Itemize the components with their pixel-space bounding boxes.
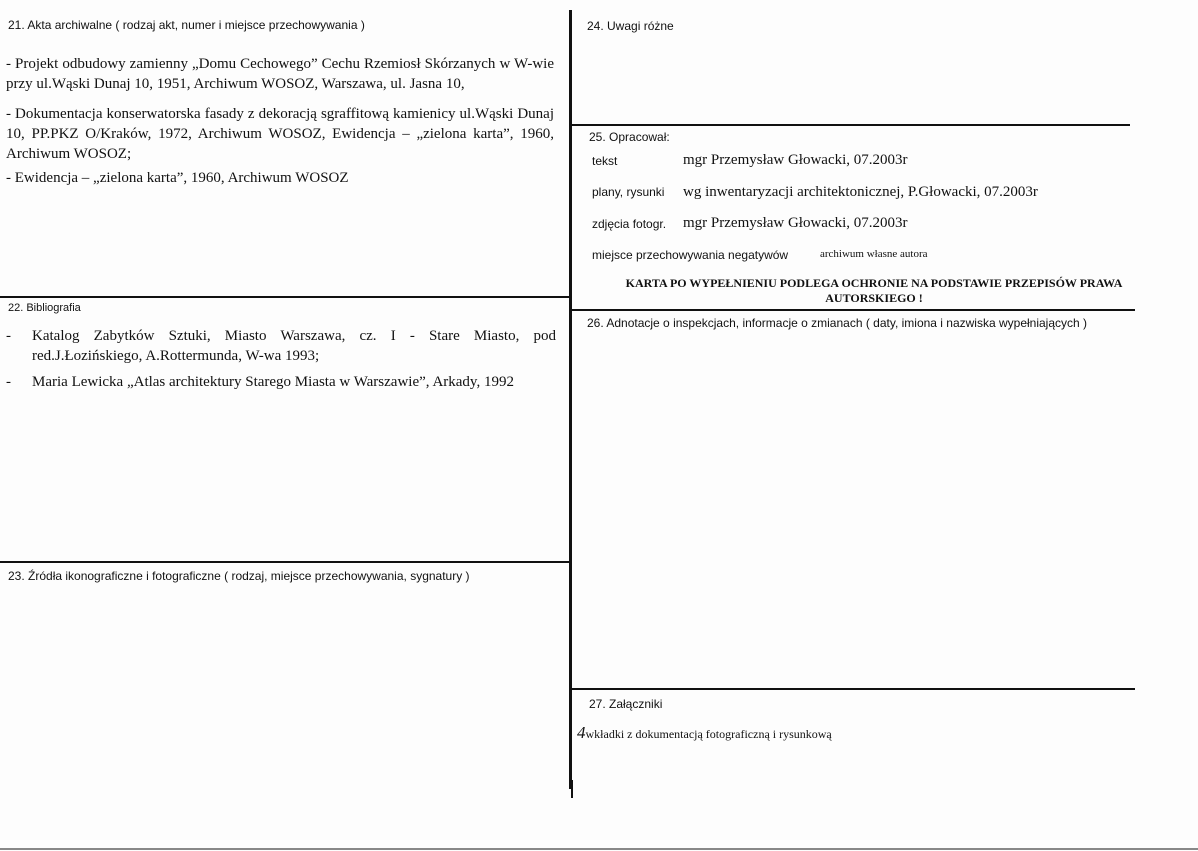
attachments-line xyxy=(577,723,832,743)
section-21-item-1: - Projekt odbudowy zamienny „Domu Cechowego” Cechu Rzemiosł Skórzanych w W-wie przy ul.Wąski Dunaj 10, 1951, Archiwum WOSOZ, Warszawa, ul. Jasna 10, xyxy=(6,56,554,92)
prepared-photos-value: mgr Przemysław Głowacki, 07.2003r xyxy=(683,215,908,231)
center-divider-tail xyxy=(571,780,573,798)
bibliography-item xyxy=(6,326,556,366)
bibliography-text: Maria Lewicka „Atlas architektury Starego Miasta w Warszawie”, Arkady, 1992 xyxy=(32,374,514,390)
section-25-heading: 25. Opracował: xyxy=(589,130,670,144)
copyright-notice-line-2: AUTORSKIEGO ! xyxy=(825,291,923,305)
section-27-heading: 27. Załączniki xyxy=(589,697,663,711)
prepared-photos-label: zdjęcia fotogr. xyxy=(592,217,667,231)
bibliography-item xyxy=(6,372,556,392)
section-21-item-3: - Ewidencja – „zielona karta”, 1960, Archiwum WOSOZ xyxy=(6,170,349,186)
negatives-label: miejsce przechowywania negatywów xyxy=(592,248,789,262)
bibliography-dash: - xyxy=(6,374,11,390)
bibliography-dash: - xyxy=(6,328,11,344)
bottom-edge xyxy=(0,848,1198,850)
rule-27-top xyxy=(571,688,1135,690)
bibliography-list xyxy=(6,326,556,392)
rule-23-top xyxy=(0,561,570,563)
prepared-text-value: mgr Przemysław Głowacki, 07.2003r xyxy=(683,152,908,168)
copyright-notice-line-1: KARTA PO WYPEŁNIENIU PODLEGA OCHRONIE NA PODSTAWIE PRZEPISÓW PRAWA xyxy=(625,276,1123,290)
section-23-heading: 23. Źródła ikonograficzne i fotograficzne ( rodzaj, miejsce przechowywania, sygnatury ) xyxy=(8,569,470,583)
section-21-heading: 21. Akta archiwalne ( rodzaj akt, numer i miejsce przechowywania ) xyxy=(8,18,365,32)
center-divider xyxy=(569,10,572,789)
attachments-description: z dokumentacją fotograficzną i rysunkową xyxy=(624,727,832,741)
bibliography-text: Katalog Zabytków Sztuki, Miasto Warszawa, cz. I - Stare Miasto, pod red.J.Łozińskiego, A.Rottermunda, W-wa 1993; xyxy=(32,328,556,364)
attachments-label: wkładki xyxy=(585,727,625,741)
rule-25-top xyxy=(571,124,1130,126)
prepared-plans-label: plany, rysunki xyxy=(592,185,665,199)
negatives-value: archiwum własne autora xyxy=(820,248,928,260)
rule-26-top xyxy=(571,309,1135,311)
section-24-heading: 24. Uwagi różne xyxy=(587,19,674,33)
attachments-count: 4 xyxy=(577,723,586,742)
rule-22-top xyxy=(0,296,570,298)
section-21-item-2: - Dokumentacja konserwatorska fasady z dekoracją sgraffitową kamienicy ul.Wąski Dunaj 10, PP.PKZ O/Kraków, 1972, Archiwum WOSOZ, Ewidencja – „zielona karta”, 1960, Archiwum WOSOZ; xyxy=(6,106,554,162)
prepared-text-label: tekst xyxy=(592,154,618,168)
section-26-heading: 26. Adnotacje o inspekcjach, informacje o zmianach ( daty, imiona i nazwiska wypełniających ) xyxy=(587,316,1088,330)
section-22-heading: 22. Bibliografia xyxy=(8,302,81,314)
copyright-notice xyxy=(576,276,1172,306)
prepared-plans-value: wg inwentaryzacji architektonicznej, P.Głowacki, 07.2003r xyxy=(683,184,1038,200)
